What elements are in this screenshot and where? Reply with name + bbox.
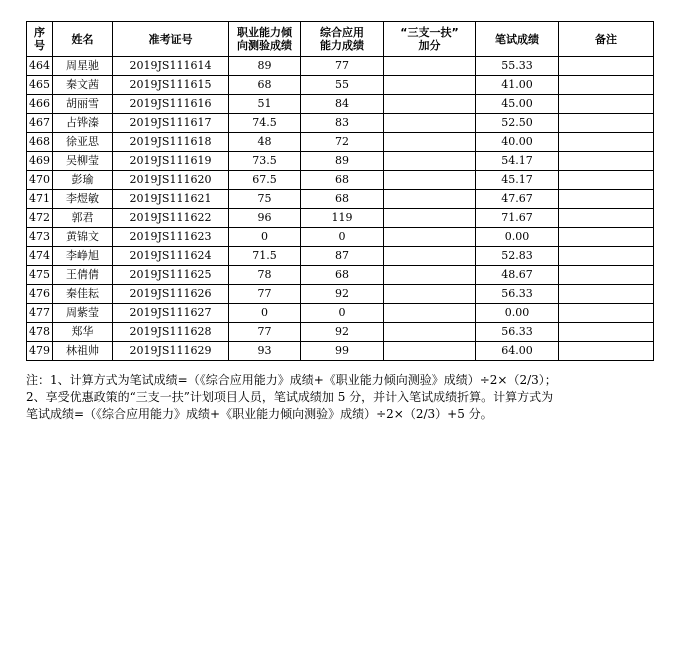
table-row [27,171,654,190]
cell-remarks [559,323,654,342]
cell-written: 47.67 [476,190,559,209]
cell-remarks [559,285,654,304]
cell-aptitude: 71.5 [229,247,301,266]
header-bonus [384,22,476,57]
cell-ticket: 2019JS111626 [113,285,229,304]
cell-remarks [559,95,654,114]
cell-written: 64.00 [476,342,559,361]
cell-ticket: 2019JS111619 [113,152,229,171]
cell-ticket: 2019JS111618 [113,133,229,152]
note-line-3: 笔试成绩=（《综合应用能力》成绩+《职业能力倾向测验》成绩）÷2×（2/3）+5 分。 [26,407,493,421]
cell-seq: 473 [27,228,53,247]
cell-comprehensive: 68 [301,190,384,209]
cell-aptitude: 67.5 [229,171,301,190]
cell-ticket: 2019JS111621 [113,190,229,209]
cell-seq: 465 [27,76,53,95]
table-row [27,133,654,152]
cell-comprehensive: 68 [301,171,384,190]
cell-comprehensive: 92 [301,323,384,342]
cell-seq: 474 [27,247,53,266]
table-row [27,228,654,247]
cell-bonus [384,57,476,76]
cell-seq: 466 [27,95,53,114]
table-row [27,266,654,285]
table-row [27,114,654,133]
cell-name: 李煜敏 [53,190,113,209]
cell-written: 0.00 [476,228,559,247]
cell-seq: 468 [27,133,53,152]
cell-bonus [384,247,476,266]
cell-comprehensive: 77 [301,57,384,76]
cell-seq: 471 [27,190,53,209]
cell-written: 54.17 [476,152,559,171]
cell-comprehensive: 0 [301,228,384,247]
cell-ticket: 2019JS111614 [113,57,229,76]
header-comprehensive-line2: 能力成绩 [320,39,364,52]
cell-written: 52.50 [476,114,559,133]
cell-comprehensive: 92 [301,285,384,304]
cell-aptitude: 51 [229,95,301,114]
header-name: 姓名 [53,22,113,57]
cell-comprehensive: 89 [301,152,384,171]
cell-remarks [559,171,654,190]
header-seq-line1: 序 [34,26,45,39]
cell-comprehensive: 83 [301,114,384,133]
cell-seq: 478 [27,323,53,342]
cell-aptitude: 78 [229,266,301,285]
cell-written: 48.67 [476,266,559,285]
header-aptitude [229,22,301,57]
cell-aptitude: 0 [229,228,301,247]
cell-bonus [384,114,476,133]
cell-aptitude: 68 [229,76,301,95]
cell-name: 王倩倩 [53,266,113,285]
table-row [27,95,654,114]
table-row [27,152,654,171]
cell-remarks [559,342,654,361]
cell-bonus [384,323,476,342]
header-bonus-line1: “三支一扶” [400,26,459,39]
cell-name: 占铧溱 [53,114,113,133]
cell-bonus [384,285,476,304]
cell-aptitude: 96 [229,209,301,228]
score-table [26,21,654,361]
header-aptitude-line1: 职业能力倾 [237,26,292,39]
note-line-1: 注：1、计算方式为笔试成绩=（《综合应用能力》成绩+《职业能力倾向测验》成绩）÷2×（2/3）； [26,373,557,387]
cell-aptitude: 48 [229,133,301,152]
cell-ticket: 2019JS111625 [113,266,229,285]
header-seq [27,22,53,57]
cell-seq: 476 [27,285,53,304]
table-row [27,57,654,76]
cell-seq: 469 [27,152,53,171]
cell-name: 秦佳耘 [53,285,113,304]
cell-aptitude: 0 [229,304,301,323]
cell-written: 41.00 [476,76,559,95]
cell-remarks [559,133,654,152]
cell-bonus [384,152,476,171]
header-row [27,22,654,57]
cell-seq: 479 [27,342,53,361]
cell-remarks [559,57,654,76]
cell-name: 吴柳莹 [53,152,113,171]
table-row [27,304,654,323]
cell-seq: 475 [27,266,53,285]
header-remarks: 备注 [559,22,654,57]
cell-remarks [559,266,654,285]
table-row [27,190,654,209]
cell-name: 徐亚思 [53,133,113,152]
cell-comprehensive: 84 [301,95,384,114]
cell-bonus [384,209,476,228]
cell-written: 52.83 [476,247,559,266]
note-line-2: 2、享受优惠政策的“三支一扶”计划项目人员，笔试成绩加 5 分，并计入笔试成绩折算。计算方式为 [26,390,554,404]
cell-name: 周星驰 [53,57,113,76]
cell-remarks [559,152,654,171]
cell-ticket: 2019JS111615 [113,76,229,95]
cell-ticket: 2019JS111628 [113,323,229,342]
cell-name: 黄锦文 [53,228,113,247]
cell-name: 周紫莹 [53,304,113,323]
cell-comprehensive: 87 [301,247,384,266]
cell-aptitude: 74.5 [229,114,301,133]
cell-written: 71.67 [476,209,559,228]
cell-seq: 477 [27,304,53,323]
table-row [27,247,654,266]
cell-seq: 467 [27,114,53,133]
cell-bonus [384,266,476,285]
cell-name: 彭瑜 [53,171,113,190]
cell-name: 秦文茜 [53,76,113,95]
cell-ticket: 2019JS111627 [113,304,229,323]
cell-written: 40.00 [476,133,559,152]
cell-ticket: 2019JS111620 [113,171,229,190]
cell-bonus [384,76,476,95]
cell-remarks [559,209,654,228]
cell-bonus [384,171,476,190]
cell-written: 0.00 [476,304,559,323]
cell-seq: 472 [27,209,53,228]
cell-aptitude: 73.5 [229,152,301,171]
table-row [27,342,654,361]
cell-written: 45.00 [476,95,559,114]
header-ticket: 准考证号 [113,22,229,57]
cell-aptitude: 93 [229,342,301,361]
header-seq-line2: 号 [34,39,45,52]
table-row [27,209,654,228]
header-bonus-line2: 加分 [418,39,441,52]
header-written: 笔试成绩 [476,22,559,57]
cell-bonus [384,190,476,209]
cell-bonus [384,342,476,361]
cell-remarks [559,247,654,266]
cell-written: 56.33 [476,285,559,304]
cell-seq: 464 [27,57,53,76]
cell-bonus [384,228,476,247]
cell-remarks [559,76,654,95]
cell-aptitude: 77 [229,285,301,304]
cell-name: 郭君 [53,209,113,228]
cell-name: 胡丽雪 [53,95,113,114]
cell-remarks [559,190,654,209]
cell-name: 李峥旭 [53,247,113,266]
cell-ticket: 2019JS111629 [113,342,229,361]
cell-remarks [559,304,654,323]
cell-seq: 470 [27,171,53,190]
notes-block [26,372,656,423]
cell-bonus [384,133,476,152]
cell-bonus [384,95,476,114]
table-row [27,285,654,304]
cell-aptitude: 77 [229,323,301,342]
cell-comprehensive: 119 [301,209,384,228]
header-aptitude-line2: 向测验成绩 [237,39,292,52]
cell-aptitude: 89 [229,57,301,76]
cell-remarks [559,228,654,247]
table-row [27,76,654,95]
cell-ticket: 2019JS111616 [113,95,229,114]
header-comprehensive-line1: 综合应用 [320,26,364,39]
header-comprehensive [301,22,384,57]
cell-name: 林祖帅 [53,342,113,361]
cell-ticket: 2019JS111624 [113,247,229,266]
cell-bonus [384,304,476,323]
cell-name: 郑华 [53,323,113,342]
cell-comprehensive: 0 [301,304,384,323]
cell-comprehensive: 72 [301,133,384,152]
cell-ticket: 2019JS111623 [113,228,229,247]
cell-comprehensive: 99 [301,342,384,361]
cell-ticket: 2019JS111622 [113,209,229,228]
cell-written: 56.33 [476,323,559,342]
cell-aptitude: 75 [229,190,301,209]
cell-ticket: 2019JS111617 [113,114,229,133]
cell-comprehensive: 55 [301,76,384,95]
cell-remarks [559,114,654,133]
cell-comprehensive: 68 [301,266,384,285]
table-row [27,323,654,342]
cell-written: 45.17 [476,171,559,190]
cell-written: 55.33 [476,57,559,76]
